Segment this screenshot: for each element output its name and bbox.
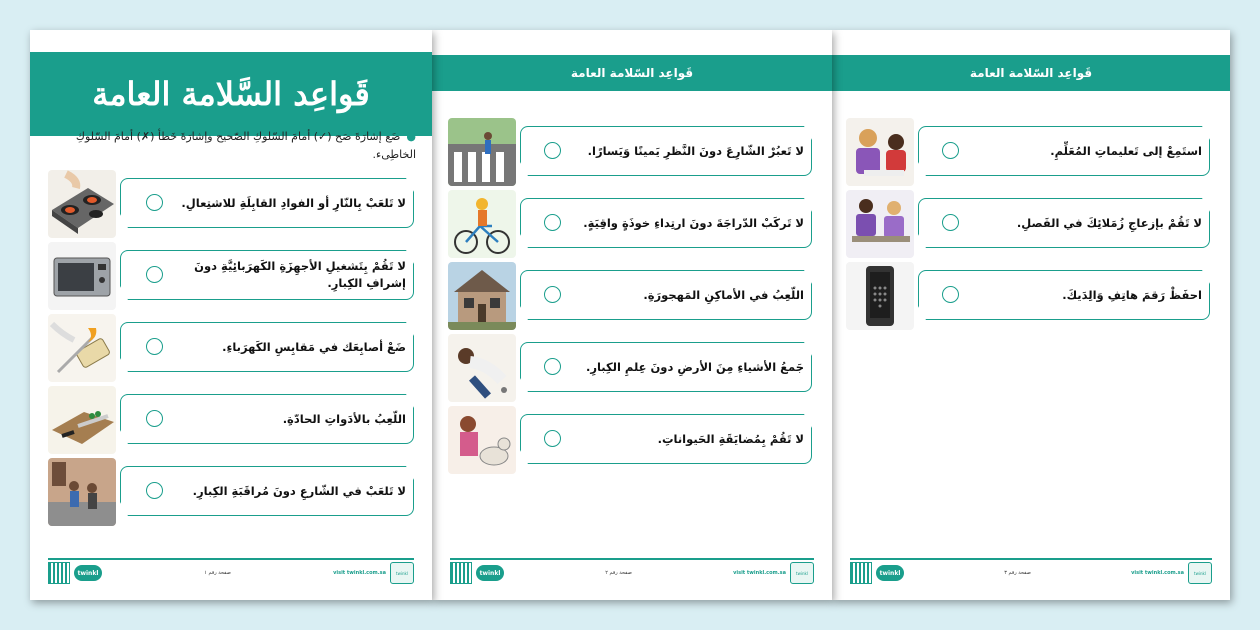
rule-text: ضَعْ أصابِعَك في مَقابِسِ الكَهرَباءِ.: [222, 339, 406, 354]
knife-icon: [48, 386, 116, 454]
footer-divider: [450, 558, 814, 560]
page-title: قَواعِد السَّلامة العامة: [30, 52, 432, 136]
qr-code-icon: [450, 562, 472, 584]
badge-icon: twinkl: [390, 562, 414, 584]
site-url[interactable]: visit twinkl.com.sa: [733, 570, 786, 576]
footer-divider: [850, 558, 1212, 560]
qr-code-icon: [850, 562, 872, 584]
list-item: [48, 458, 414, 510]
footer-divider: [48, 558, 414, 560]
socket-icon: [48, 314, 116, 382]
rule-text: اللّعِبُ بالأدَواتِ الحادّةِ.: [282, 411, 406, 426]
answer-circle[interactable]: [544, 142, 561, 159]
qr-code-icon: [48, 562, 70, 584]
instruction-text: [64, 128, 416, 164]
page-number: صفحة رقم ٣: [1004, 570, 1031, 576]
list-item: [846, 262, 1210, 314]
worksheet-page-3: [832, 30, 1230, 600]
rule-text: لا تَقُمْ بإزعاجِ زُمَلائِكَ في الفَصلِ.: [1016, 215, 1202, 230]
footer: [450, 562, 814, 584]
list-item: [48, 386, 414, 438]
cat-icon: [448, 406, 516, 474]
stove-icon: [48, 170, 116, 238]
pick-up-icon: [448, 334, 516, 402]
abandoned-house-icon: [448, 262, 516, 330]
answer-circle[interactable]: [146, 338, 163, 355]
answer-circle[interactable]: [942, 142, 959, 159]
page-number: صفحة رقم ١: [204, 570, 231, 576]
page-title: قَواعِد السّلامة العامة: [832, 55, 1230, 91]
answer-circle[interactable]: [544, 286, 561, 303]
page-title: قَواعِد السّلامة العامة: [432, 55, 832, 91]
rule-text: جَمعُ الأشياءِ مِنَ الأرضِ دونَ عِلمِ الكِبارِ.: [585, 359, 804, 374]
list-item: [48, 242, 414, 294]
classroom-icon: [846, 190, 914, 258]
site-url[interactable]: visit twinkl.com.sa: [333, 570, 386, 576]
answer-circle[interactable]: [146, 410, 163, 427]
worksheet-page-1: [30, 30, 432, 600]
list-item: [846, 190, 1210, 242]
instruction-label: ضَع إشارَةَ صَح (✓) أمامَ السّلوكِ الصّحيح وإشارَةَ خَطأ (✗) أمامَ السّلوكِ الخاطِىء.: [75, 130, 416, 161]
list-item: [448, 118, 812, 170]
twinkl-logo: twinkl: [476, 565, 504, 581]
worksheet-page-2: [432, 30, 832, 600]
answer-circle[interactable]: [544, 358, 561, 375]
teacher-icon: [846, 118, 914, 186]
list-item: [48, 170, 414, 222]
answer-circle[interactable]: [942, 214, 959, 231]
answer-circle[interactable]: [544, 214, 561, 231]
rule-text: لا تَركَبْ الدّراجَةَ دونَ ارتِداءِ خوذَةٍ واقِيَةٍ.: [583, 215, 804, 230]
list-item: [48, 314, 414, 366]
crosswalk-icon: [448, 118, 516, 186]
footer: [48, 562, 414, 584]
rule-text: لا تَقُمْ بِمُضايَقَةِ الحَيواناتِ.: [657, 431, 804, 446]
twinkl-logo: twinkl: [74, 565, 102, 581]
bullet-icon: ●: [406, 130, 416, 143]
rule-text: لا تَعبُرْ الشّارِعَ دونَ النَّظرِ يَمينًا وَيَسارًا.: [587, 143, 804, 158]
rule-text: لا تَلعَبْ في الشّارعِ دونَ مُراقَبَةِ الكِبارِ.: [192, 483, 406, 498]
answer-circle[interactable]: [544, 430, 561, 447]
phone-icon: [846, 262, 914, 330]
rule-text: لا تَقُمْ بِتَشغيلِ الأجهِزَةِ الكَهرَبائِيَّةِ دونَ إشرافِ الكِبارِ.: [194, 259, 406, 290]
answer-circle[interactable]: [146, 482, 163, 499]
answer-circle[interactable]: [942, 286, 959, 303]
twinkl-logo: twinkl: [876, 565, 904, 581]
site-url[interactable]: visit twinkl.com.sa: [1131, 570, 1184, 576]
badge-icon: twinkl: [790, 562, 814, 584]
list-item: [448, 190, 812, 242]
list-item: [846, 118, 1210, 170]
list-item: [448, 262, 812, 314]
rule-text: اللّعِبُ في الأماكِنِ المَهجورَةِ.: [643, 287, 804, 302]
footer: [850, 562, 1212, 584]
street-play-icon: [48, 458, 116, 526]
microwave-icon: [48, 242, 116, 310]
bicycle-icon: [448, 190, 516, 258]
list-item: [448, 406, 812, 458]
rule-text: استَمِعْ إلى تَعليماتِ المُعَلِّمِ.: [1050, 143, 1202, 158]
page-number: صفحة رقم ٢: [605, 570, 632, 576]
badge-icon: twinkl: [1188, 562, 1212, 584]
answer-circle[interactable]: [146, 266, 163, 283]
list-item: [448, 334, 812, 386]
rule-text: احفَظْ رَقمَ هاتِفِ وَالِدَيكَ.: [1062, 287, 1202, 302]
rule-text: لا تَلعَبْ بِالنّارِ أو الفوادِ القابِلَةِ للاشتِعالِ.: [181, 195, 406, 210]
answer-circle[interactable]: [146, 194, 163, 211]
